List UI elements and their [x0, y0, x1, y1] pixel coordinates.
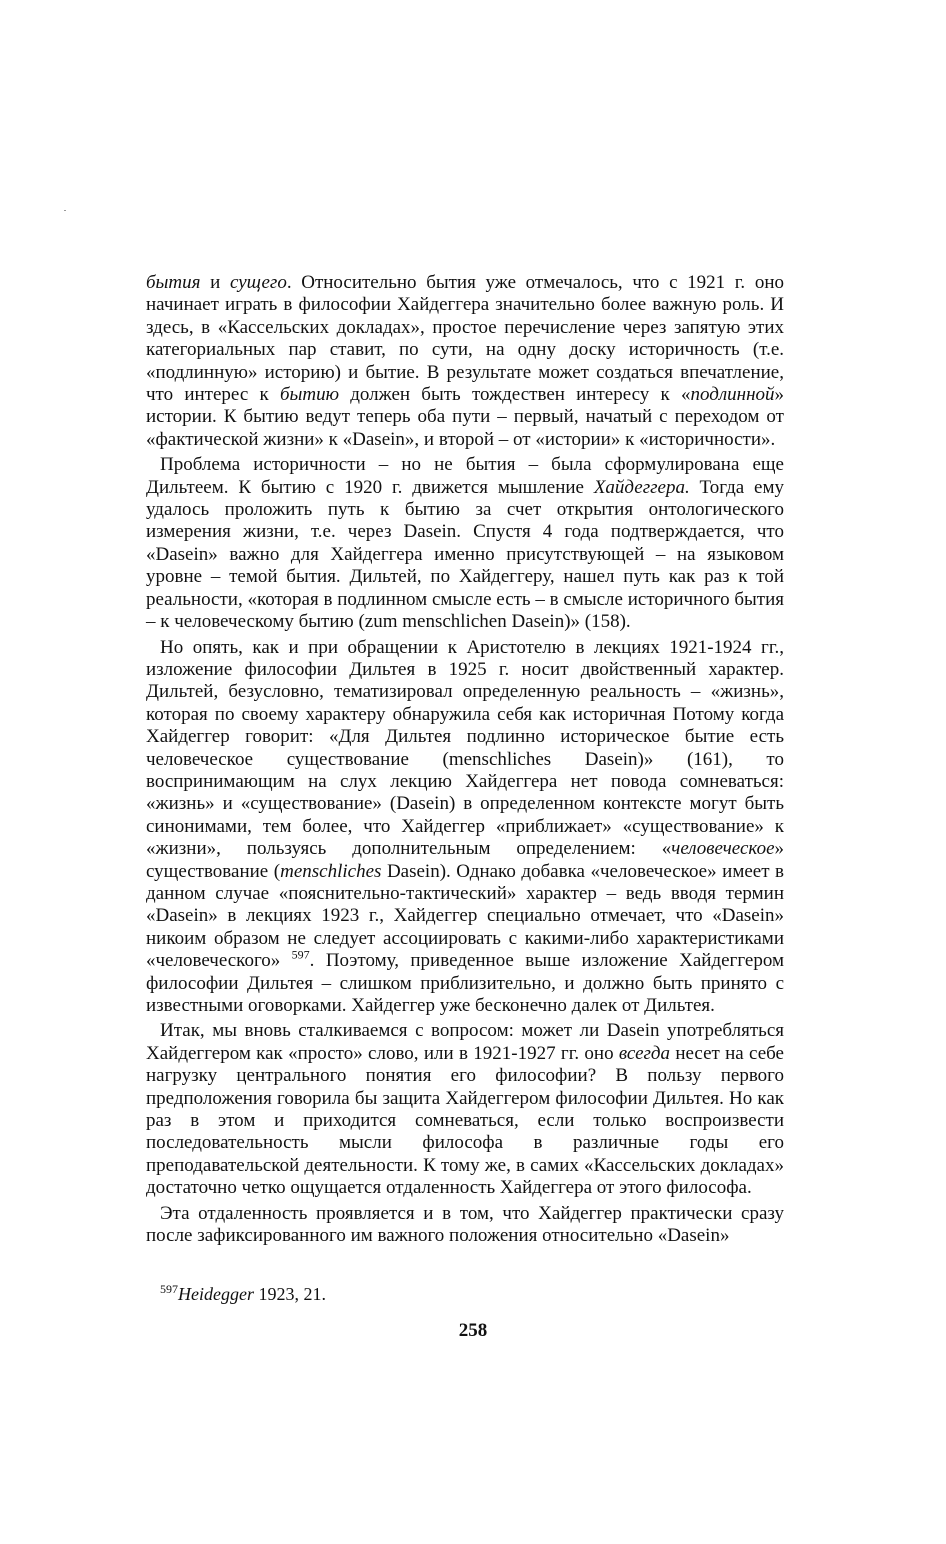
footnote-citation: 1923, 21. — [253, 1284, 326, 1304]
italic-text: человеческое — [671, 838, 775, 860]
page-number: 258 — [458, 1320, 488, 1341]
text-segment: » существование ( — [146, 838, 784, 882]
text-segment: Проблема историчности – но не бытия – была сформулирована еще Дильтеем. К бытию с 1920 г. движется мышление — [146, 454, 784, 498]
italic-text: Хайдеггера. — [593, 476, 690, 498]
italic-text: подлинной — [690, 384, 775, 406]
paragraph — [146, 1020, 784, 1199]
paragraph — [146, 272, 784, 451]
italic-text: бытия — [146, 272, 201, 293]
italic-text: сущего — [229, 272, 287, 293]
italic-text: бытию — [279, 384, 339, 406]
text-segment: . Относительно бытия уже отмечалось, что с 1921 г. оно начинает играть в философии Хайдеггера значительно более важную роль. И здесь, в «Кассельских докладах», простое перечисление через запятую этих категориальных пар ставит, по сути, на одну доску историчность (т.е. «подлинную» историю) и бытие. В результате может создаться впечатление, что интерес к — [146, 272, 784, 406]
footnote-number: 597 — [160, 1282, 178, 1296]
text-segment: должен быть тождествен интересу к « — [338, 384, 691, 406]
text-segment: Но опять, как и при обращении к Аристотелю в лекциях 1921-1924 гг., изложение философии Дильтея в 1925 г. носит двойственный характер. Дильтей, безусловно, тематизировал определенную реальность – «жизнь», которая по своему характеру обнаружила себя как историчная Потому когда Хайдеггер говорит: «Для Дильтея подлинно историческое бытие есть человеческое существование (menschliches Dasein)» (161), то воспринимающим на слух лекцию Хайдеггера нет повода сомневаться: «жизнь» и «существование» (Dasein) в определенном контексте могут быть синонимами, тем более, что Хайдеггер «приближает» «существование» к «жизни», пользуясь дополнительным определением: « — [146, 636, 784, 860]
text-segment: Тогда ему удалось проложить путь к бытию за счет открытия онтологического измерения жизни, т.е. через Dasein. Спустя 4 года подтверждается, что «Dasein» важно для Хайдеггера именно присутствующей – на языковом уровне – темой бытия. Дильтей, по Хайдеггеру, нашел путь как раз к той реальности, «которая в подлинном смысле есть – в смысле историчного бытия – к человеческому бытию (zum menschlichen Dasein)» (158). — [146, 476, 784, 633]
scan-speck — [64, 210, 66, 211]
italic-text: всегда — [618, 1042, 671, 1064]
italic-text: menschliches — [280, 860, 382, 882]
paragraph — [146, 637, 784, 1018]
text-segment: » истории. К бытию ведут теперь оба пути – первый, начатый с переходом от «фактической жизни» к «Dasein», и второй – от «истории» к «историчности». — [146, 384, 784, 450]
paragraph — [146, 454, 784, 633]
text-segment: Эта отдаленность проявляется и в том, что Хайдеггер практически сразу после зафиксированного им важного положения относительно «Dasein» — [146, 1202, 784, 1247]
text-segment: несет на себе нагрузку центрального понятия его философии? В пользу первого предположения говорила бы защита Хайдеггером философии Дильтея. Но как раз в этом и приходится сомневаться, если только воспроизвести последовательность мысли философа в различные годы его преподавательской деятельности. К тому же, в самих «Кассельских докладах» достаточно четко ощущается отдаленность Хайдеггера от этого философа. — [146, 1042, 784, 1199]
footnote-reference: 597 — [291, 947, 310, 962]
paragraph — [146, 1203, 784, 1248]
footnote-author: Heidegger — [178, 1284, 254, 1304]
text-segment: Итак, мы вновь сталкиваемся с вопросом: может ли Dasein употребляться Хайдеггером как «просто» слово, или в 1921-1927 гг. оно — [146, 1020, 784, 1064]
main-text — [146, 272, 784, 1247]
text-segment: . Поэтому, приведенное выше изложение Хайдеггером философии Дильтея – слишком приблизительно, и должно быть принято с известными оговорками. Хайдеггер уже бесконечно далек от Дильтея. — [146, 950, 784, 1016]
footnote — [160, 1283, 326, 1305]
text-segment: Dasein). Однако добавка «человеческое» имеет в данном случае «пояснительно-тактический» характер – ведь вводя термин «Dasein» в лекциях 1923 г., Хайдеггер специально отмечает, что «Dasein» никоим образом не следует ассоциировать с какими-либо характеристиками «человеческого» — [146, 860, 785, 972]
text-segment: и — [200, 272, 230, 293]
